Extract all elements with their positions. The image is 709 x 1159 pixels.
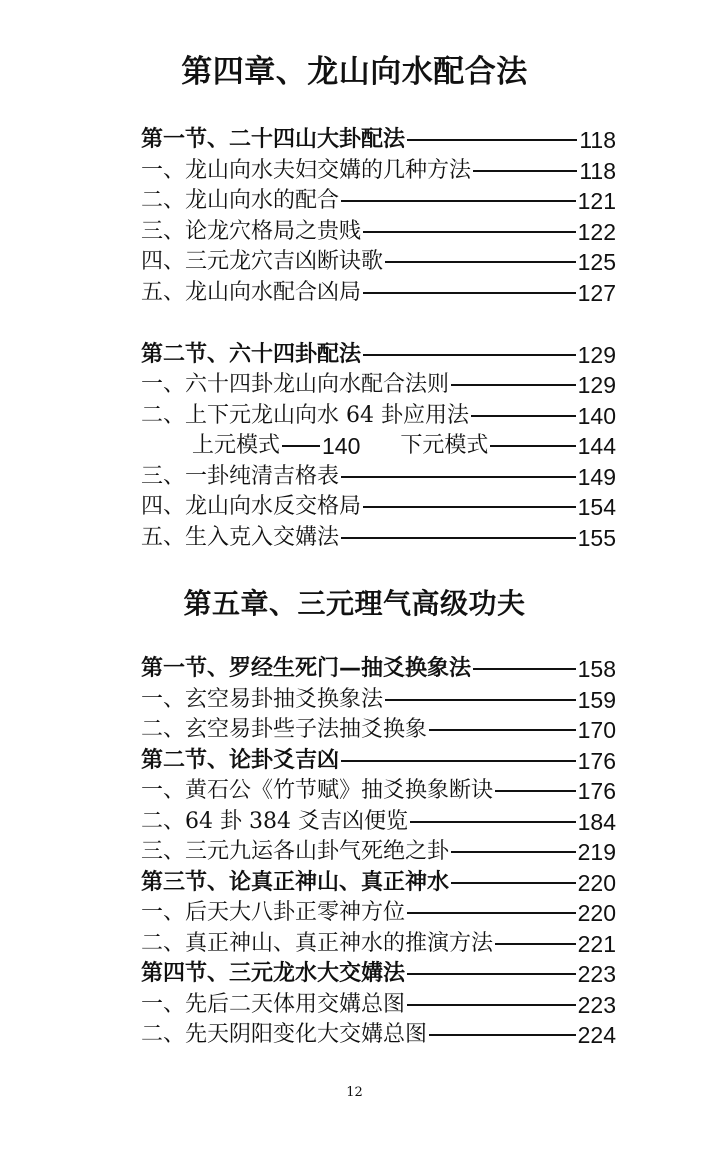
leader-line — [473, 170, 577, 172]
leader-line — [471, 415, 576, 417]
leader-line — [363, 354, 576, 356]
chapter-title: 第四章、龙山向水配合法 — [181, 54, 528, 90]
toc-page-number: 140 — [577, 403, 616, 429]
toc-item-label: 二、上下元龙山向水 64 卦应用法 — [141, 403, 469, 428]
leader-line — [410, 821, 576, 823]
toc-item-label: 四、龙山向水反交格局 — [141, 494, 362, 519]
toc-page-number: 220 — [577, 900, 616, 926]
toc-page-number: 149 — [577, 464, 616, 490]
toc-item[interactable] — [141, 804, 616, 834]
leader-line — [490, 445, 575, 447]
toc-item-label: 三、论龙穴格局之贵贱 — [141, 219, 362, 244]
leader-line — [341, 476, 576, 478]
toc-item-label: 四、三元龙穴吉凶断诀歌 — [141, 249, 384, 274]
toc-item-label: 五、龙山向水配合凶局 — [141, 280, 362, 305]
toc-section[interactable] — [141, 122, 616, 152]
toc-item-label: 二、真正神山、真正神水的推演方法 — [141, 931, 494, 956]
subline-right-label: 下元模式 — [400, 433, 489, 458]
toc-item[interactable] — [141, 773, 616, 803]
toc-item[interactable] — [141, 712, 616, 742]
toc-subline[interactable] — [192, 428, 616, 458]
toc-page-number: 223 — [577, 961, 616, 987]
leader-line — [495, 943, 576, 945]
leader-line — [429, 729, 576, 731]
toc-page-number: 129 — [577, 372, 616, 398]
toc-page-number: 223 — [577, 992, 616, 1018]
toc-section[interactable] — [141, 337, 616, 367]
toc-page-number: 118 — [579, 158, 616, 184]
toc-page-number: 176 — [577, 748, 616, 774]
leader-line — [282, 445, 320, 447]
toc-page-number: 176 — [577, 778, 616, 804]
toc-item[interactable] — [141, 682, 616, 712]
toc-item-label: 二、先天阴阳变化大交媾总图 — [141, 1022, 428, 1047]
leader-line — [473, 668, 576, 670]
toc-item[interactable] — [141, 1017, 616, 1047]
toc-page-number: 122 — [577, 219, 616, 245]
leader-line — [451, 851, 576, 853]
toc-page-number: 118 — [579, 127, 616, 153]
footer-page-number: 12 — [346, 1085, 363, 1100]
toc-section-label: 第四节、三元龙水大交媾法 — [141, 961, 406, 986]
toc-page-number: 125 — [577, 249, 616, 275]
toc-page-number: 121 — [577, 188, 616, 214]
toc-section-label: 第三节、论真正神山、真正神水 — [141, 870, 450, 895]
toc-item-label: 三、三元九运各山卦气死绝之卦 — [141, 839, 450, 864]
toc-item[interactable] — [141, 987, 616, 1017]
toc-item-label: 一、后天大八卦正零神方位 — [141, 900, 406, 925]
toc-section-label: 第一节、罗经生死门—抽爻换象法 — [141, 656, 472, 681]
toc-page-number: 129 — [577, 342, 616, 368]
leader-line — [363, 506, 576, 508]
toc-section[interactable] — [141, 956, 616, 986]
leader-line — [429, 1034, 576, 1036]
toc-page-number: 154 — [577, 494, 616, 520]
toc-item[interactable] — [141, 183, 616, 213]
toc-page-number: 158 — [577, 656, 616, 682]
toc-item[interactable] — [141, 926, 616, 956]
leader-line — [451, 384, 576, 386]
toc-item[interactable] — [141, 520, 616, 550]
leader-line — [385, 699, 576, 701]
leader-line — [341, 537, 576, 539]
toc-page-number: 170 — [577, 717, 616, 743]
leader-line — [407, 912, 576, 914]
toc-item-label: 二、玄空易卦些子法抽爻换象 — [141, 717, 428, 742]
toc-page-number: 127 — [577, 280, 616, 306]
toc-item[interactable] — [141, 244, 616, 274]
chapter-title: 第五章、三元理气高级功夫 — [183, 587, 526, 620]
toc-page-number: 155 — [577, 525, 616, 551]
toc-page-number: 224 — [577, 1022, 616, 1048]
toc-item-label: 一、黄石公《竹节赋》抽爻换象断诀 — [141, 778, 494, 803]
subline-left-page: 140 — [322, 433, 361, 459]
toc-section-label: 第一节、二十四山大卦配法 — [141, 127, 406, 152]
leader-line — [363, 231, 576, 233]
leader-line — [341, 760, 576, 762]
toc-item[interactable] — [141, 275, 616, 305]
subline-right-page: 144 — [577, 433, 616, 459]
toc-item-label: 一、龙山向水夫妇交媾的几种方法 — [141, 158, 472, 183]
toc-item[interactable] — [141, 834, 616, 864]
toc-page-number: 219 — [577, 839, 616, 865]
toc-page-number: 221 — [577, 931, 616, 957]
toc-item-label: 一、先后二天体用交媾总图 — [141, 992, 406, 1017]
toc-item-label: 三、一卦纯清吉格表 — [141, 464, 340, 489]
subline-left-label: 上元模式 — [192, 433, 281, 458]
toc-section[interactable] — [141, 651, 616, 681]
toc-item-label: 一、六十四卦龙山向水配合法则 — [141, 372, 450, 397]
toc-section[interactable] — [141, 743, 616, 773]
toc-item[interactable] — [141, 153, 616, 183]
toc-section-label: 第二节、论卦爻吉凶 — [141, 748, 340, 773]
leader-line — [451, 882, 576, 884]
toc-item-label: 一、玄空易卦抽爻换象法 — [141, 687, 384, 712]
toc-item-label: 五、生入克入交媾法 — [141, 525, 340, 550]
leader-line — [495, 790, 576, 792]
leader-line — [385, 261, 576, 263]
toc-section[interactable] — [141, 865, 616, 895]
toc-page-number: 184 — [577, 809, 616, 835]
leader-line — [407, 973, 576, 975]
leader-line — [341, 200, 576, 202]
toc-page-number: 159 — [577, 687, 616, 713]
leader-line — [407, 139, 577, 141]
toc-item[interactable] — [141, 214, 616, 244]
toc-item[interactable] — [141, 459, 616, 489]
toc-page-number: 220 — [577, 870, 616, 896]
toc-item-label: 二、64 卦 384 爻吉凶便览 — [141, 809, 408, 834]
toc-item-label: 二、龙山向水的配合 — [141, 188, 340, 213]
leader-line — [363, 292, 576, 294]
toc-section-label: 第二节、六十四卦配法 — [141, 342, 362, 367]
leader-line — [407, 1004, 576, 1006]
toc-item[interactable] — [141, 398, 616, 428]
toc-item[interactable] — [141, 367, 616, 397]
toc-item[interactable] — [141, 895, 616, 925]
toc-item[interactable] — [141, 489, 616, 519]
